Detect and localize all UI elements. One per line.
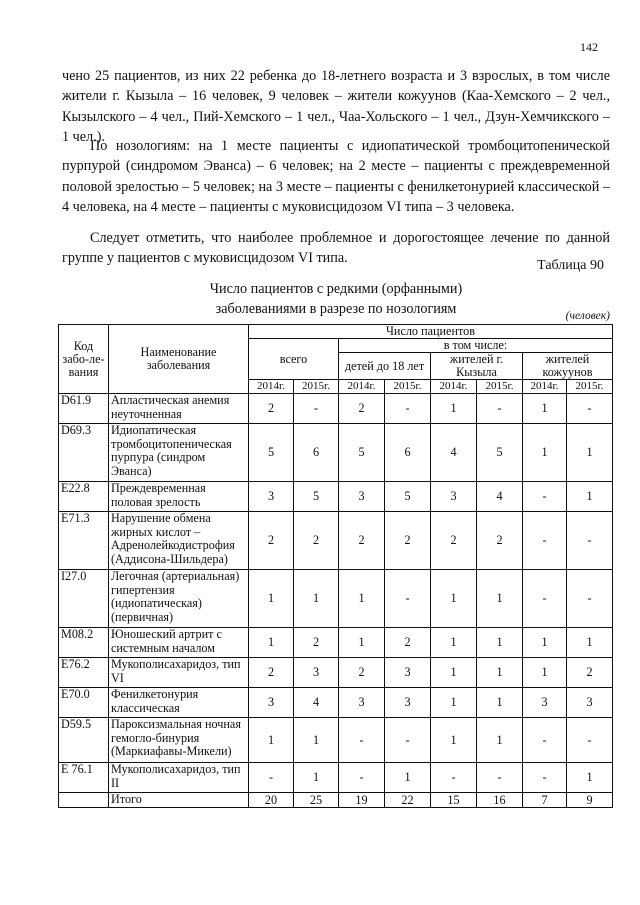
header-including: в том числе: [339,339,613,353]
header-year: 2014г. [431,380,477,394]
value-cell: 2 [339,394,385,424]
header-name: Наименование заболевания [109,325,249,394]
value-cell: - [431,763,477,793]
disease-name: Пароксизмальная ночная гемогло-бинурия (Маркиафавы-Микели) [109,718,249,763]
value-cell: 5 [477,424,523,482]
table-caption [62,279,610,319]
value-cell: 1 [477,628,523,658]
value-cell: 1 [477,658,523,688]
value-cell: 2 [249,658,294,688]
value-cell: 1 [385,763,431,793]
disease-name: Мукополисахаридоз, тип VI [109,658,249,688]
caption-line-1: Число пациентов с редкими (орфанными) [209,281,463,297]
value-cell: - [523,512,567,570]
disease-name: Преждевременная половая зрелость [109,482,249,512]
value-cell: 1 [567,763,613,793]
value-cell: - [567,394,613,424]
total-cell: 16 [477,793,523,808]
table-row [59,570,613,628]
disease-name: Фенилкетонурия классическая [109,688,249,718]
disease-code: D69.3 [59,424,109,482]
header-year: 2014г. [523,380,567,394]
value-cell: - [249,763,294,793]
value-cell: 1 [431,570,477,628]
value-cell: 2 [249,394,294,424]
value-cell: 5 [249,424,294,482]
value-cell: 1 [431,658,477,688]
table-row [59,512,613,570]
value-cell: 1 [431,628,477,658]
value-cell: - [567,718,613,763]
disease-code: E76.2 [59,658,109,688]
total-cell: 25 [294,793,339,808]
value-cell: 4 [477,482,523,512]
value-cell: 1 [339,570,385,628]
value-cell: 1 [567,424,613,482]
disease-name: Нарушение обмена жирных кислот – Адренолейкодистрофия (Аддисона-Шильдера) [109,512,249,570]
caption-line-2: заболеваниями в разрезе по нозологиям [215,301,457,317]
disease-code: I27.0 [59,570,109,628]
table-row [59,718,613,763]
value-cell: 4 [431,424,477,482]
value-cell: 2 [431,512,477,570]
disease-code: E 76.1 [59,763,109,793]
value-cell: 1 [477,688,523,718]
value-cell: - [567,570,613,628]
disease-code: E70.0 [59,688,109,718]
value-cell: - [294,394,339,424]
disease-name: Мукополисахаридоз, тип II [109,763,249,793]
value-cell: 3 [339,688,385,718]
value-cell: 1 [339,628,385,658]
value-cell: 1 [249,718,294,763]
table-row [59,482,613,512]
value-cell: - [385,570,431,628]
patients-table [58,324,613,808]
value-cell: 3 [294,658,339,688]
value-cell: 1 [431,718,477,763]
value-cell: 2 [339,658,385,688]
table-row [59,628,613,658]
total-row [59,793,613,808]
value-cell: 3 [385,688,431,718]
value-cell: - [523,763,567,793]
value-cell: - [477,763,523,793]
value-cell: 3 [567,688,613,718]
value-cell: 2 [567,658,613,688]
header-code: Код забо-ле-вания [59,325,109,394]
value-cell: 3 [431,482,477,512]
table-row [59,763,613,793]
value-cell: - [567,512,613,570]
disease-name: Легочная (артериальная) гипертензия (идиопатическая) (первичная) [109,570,249,628]
total-cell: 20 [249,793,294,808]
paragraph-3: Следует отметить, что наиболее проблемное и дорогостоящее лечение по данной группе у пациентов с муковисцидозом VI типа. [62,230,610,267]
value-cell: - [385,718,431,763]
header-year: 2015г. [477,380,523,394]
value-cell: 3 [249,688,294,718]
header-year: 2015г. [567,380,613,394]
total-label: Итого [109,793,249,808]
header-year: 2015г. [385,380,431,394]
value-cell: 5 [339,424,385,482]
value-cell: 2 [477,512,523,570]
header-kyzyl: жителей г. Кызыла [431,353,523,380]
value-cell: - [477,394,523,424]
disease-code: D59.5 [59,718,109,763]
value-cell: 1 [567,482,613,512]
value-cell: 1 [477,570,523,628]
value-cell: 6 [294,424,339,482]
value-cell: - [523,718,567,763]
value-cell: 2 [385,512,431,570]
value-cell: 1 [431,394,477,424]
value-cell: 1 [477,718,523,763]
disease-code: D61.9 [59,394,109,424]
unit-note: (человек) [565,310,610,322]
table-row [59,394,613,424]
value-cell: 2 [249,512,294,570]
value-cell: 1 [523,658,567,688]
header-kozhuun: жителей кожуунов [523,353,613,380]
total-code [59,793,109,808]
table-label: Таблица 90 [537,258,604,273]
value-cell: 2 [294,628,339,658]
disease-name: Апластическая анемия неуточненная [109,394,249,424]
value-cell: 3 [339,482,385,512]
disease-name: Идиопатическая тромбоцитопеническая пурпура (синдром Эванса) [109,424,249,482]
value-cell: 4 [294,688,339,718]
paragraph-2: По нозологиям: на 1 месте пациенты с идиопатической тромбоцитопенической пурпурой (синдромом Эванса) – 6 человек; на 2 месте – пациенты с преждевременной половой зрелостью – 5 человек; на 3 месте – пациенты с фенилкетонурией классической – 4 человека, на 4 месте – пациенты с муковисцидозом VI типа – 3 человека. [62,138,610,215]
header-children: детей до 18 лет [339,353,431,380]
table-row [59,688,613,718]
value-cell: - [339,718,385,763]
value-cell: 2 [294,512,339,570]
value-cell: 1 [294,763,339,793]
paragraph-1: чено 25 пациентов, из них 22 ребенка до 18-летнего возраста и 3 взрослых, в том числе жители г. Кызыла – 16 человек, 9 человек – жители кожуунов (Каа-Хемского – 2 чел., Кызылского – 4 чел., Пий-Хемского – 1 чел., Чаа-Хольского – 1 чел., Дзун-Хемчикского – 1 чел.). [62,68,610,145]
value-cell: 2 [385,628,431,658]
value-cell: 1 [294,718,339,763]
page-number: 142 [580,40,598,54]
header-year: 2014г. [339,380,385,394]
value-cell: 2 [339,512,385,570]
total-cell: 7 [523,793,567,808]
header-patients: Число пациентов [249,325,613,339]
value-cell: 3 [249,482,294,512]
value-cell: 1 [523,424,567,482]
value-cell: - [385,394,431,424]
total-cell: 19 [339,793,385,808]
disease-name: Юношеский артрит с системным началом [109,628,249,658]
disease-code: E22.8 [59,482,109,512]
table-row [59,424,613,482]
value-cell: 5 [385,482,431,512]
total-cell: 22 [385,793,431,808]
disease-code: M08.2 [59,628,109,658]
total-cell: 15 [431,793,477,808]
value-cell: - [339,763,385,793]
value-cell: 1 [523,628,567,658]
value-cell: 1 [249,628,294,658]
value-cell: 3 [385,658,431,688]
disease-code: E71.3 [59,512,109,570]
value-cell: 1 [294,570,339,628]
value-cell: 1 [567,628,613,658]
value-cell: 1 [523,394,567,424]
header-year: 2014г. [249,380,294,394]
header-year: 2015г. [294,380,339,394]
value-cell: 5 [294,482,339,512]
value-cell: 1 [249,570,294,628]
value-cell: - [523,482,567,512]
value-cell: 1 [431,688,477,718]
header-total: всего [249,339,339,380]
table-row [59,658,613,688]
value-cell: 3 [523,688,567,718]
total-cell: 9 [567,793,613,808]
value-cell: - [523,570,567,628]
value-cell: 6 [385,424,431,482]
